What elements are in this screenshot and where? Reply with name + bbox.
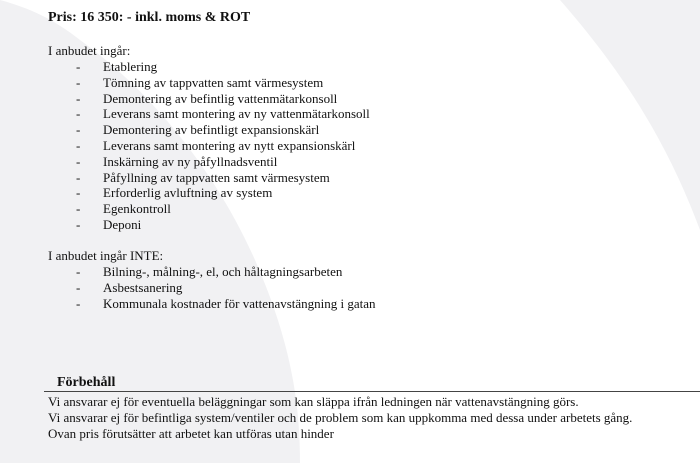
bullet-dash: - [76,295,81,311]
included-item-text: Etablering [103,59,158,74]
excluded-item-text: Asbestsanering [103,279,183,295]
included-item-text: Påfyllning av tappvatten samt värmesystem [103,169,330,185]
excluded-item-text: Kommunala kostnader för vattenavstängning i gatan [103,295,376,311]
reservations-divider [44,391,700,392]
bullet-dash: - [76,153,81,169]
bullet-dash: - [76,264,81,279]
included-item-text: Tömning av tappvatten samt värmesystem [103,74,324,90]
included-item-text: Leverans samt montering av nytt expansionskärl [103,137,356,153]
excluded-item-text: Bilning-, målning-, el, och håltagningsarbeten [103,264,343,279]
reservation-line: Vi ansvarar ej för befintliga system/ventiler och de problem som kan uppkomma med dessa under arbetets gång. [48,410,633,425]
bullet-dash: - [76,122,81,138]
bullet-dash: - [76,90,81,106]
excluded-section-title: I anbudet ingår INTE: [48,248,164,263]
included-section-title: I anbudet ingår: [48,43,131,58]
bullet-dash: - [76,137,81,153]
included-item-text: Erforderlig avluftning av system [103,185,273,201]
reservations-lines [48,394,632,442]
bullet-dash: - [76,74,81,90]
reservation-line: Ovan pris förutsätter att arbetet kan utföras utan hinder [48,426,334,441]
bullet-dash: - [76,279,81,295]
bullet-dash: - [76,185,81,201]
included-item-text: Deponi [103,216,142,232]
price-heading: Pris: 16 350: - inkl. moms & ROT [48,10,251,25]
included-item-text: Egenkontroll [103,201,171,217]
reservations-title: Förbehåll [57,375,116,390]
included-item-text: Leverans samt montering av ny vattenmätarkonsoll [103,106,370,122]
bullet-dash: - [76,59,81,74]
included-item-text: Demontering av befintlig vattenmätarkonsoll [103,90,338,106]
bullet-dash: - [76,169,81,185]
bullet-dash: - [76,201,81,217]
reservation-line: Vi ansvarar ej för eventuella beläggningar som kan släppa ifrån ledningen när vattenavstängning görs. [48,394,579,409]
bullet-dash: - [76,216,81,232]
included-item-text: Inskärning av ny påfyllnadsventil [103,153,278,169]
included-item-text: Demontering av befintligt expansionskärl [103,122,320,138]
bullet-dash: - [76,106,81,122]
